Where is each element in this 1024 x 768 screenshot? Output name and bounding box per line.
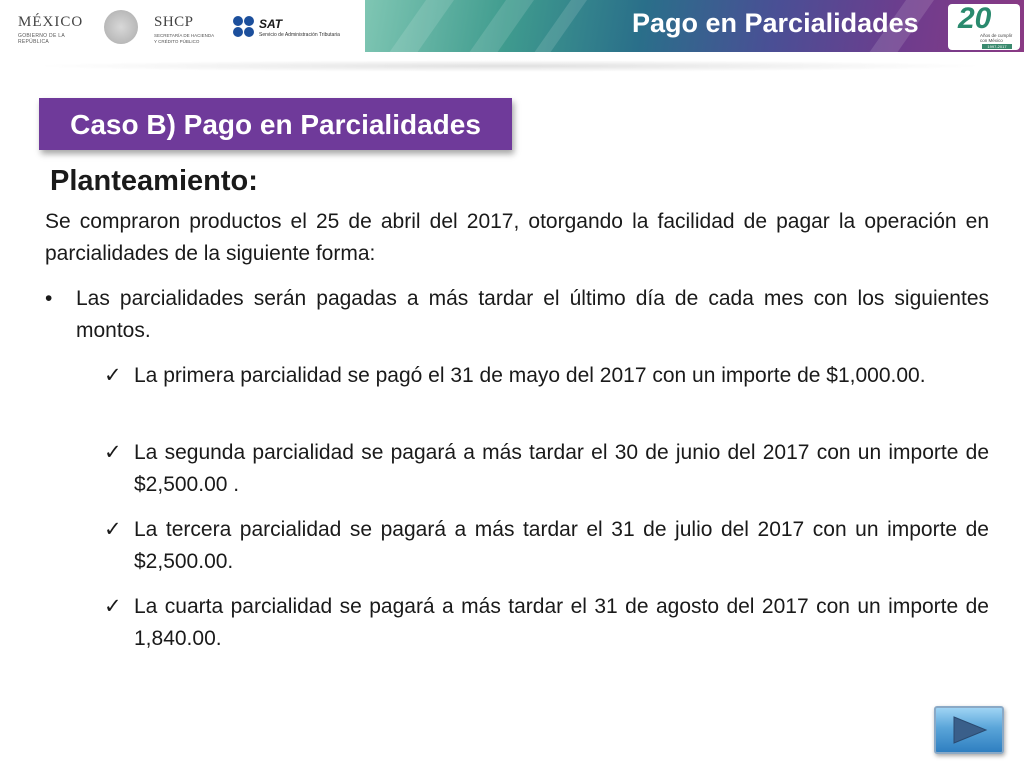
logo-mexico [18,14,88,45]
sat-logo-icon [233,16,255,38]
logo-shcp-name: SHCP [154,14,194,30]
section-heading: Planteamiento: [50,165,258,197]
installment-text: La segunda parcialidad se pagará a más tardar el 30 de junio del 2017 con un importe de $2,500.00 . [134,441,989,496]
checkmark-icon: ✓ [104,595,122,618]
installment-text: La tercera parcialidad se pagará a más tardar el 31 de julio del 2017 con un importe de $2,500.00. [134,518,989,573]
logo-sat-subtitle: Servicio de Administración Tributaria [259,32,340,38]
header-banner [365,0,1024,52]
section-title: Caso B) Pago en Parcialidades [70,109,481,140]
intro-paragraph: Se compraron productos el 25 de abril del 2017, otorgando la facilidad de pagar la operación en parcialidades de la siguiente forma: [45,210,989,265]
checkmark-icon: ✓ [104,518,122,541]
anniversary-badge [948,4,1020,50]
logo-mexico-name: MÉXICO [18,14,84,30]
header-shadow [30,60,990,72]
badge-years: 1997-2017 [982,44,1012,49]
checkmark-icon: ✓ [104,441,122,464]
play-arrow-icon [952,715,988,745]
logo-strip [0,0,365,52]
badge-line-1: Años de cumplir [980,33,1013,38]
section-title-box [39,98,512,150]
logo-sat-name: SAT [259,17,283,31]
logo-shcp [154,14,224,45]
next-slide-button[interactable] [934,706,1004,754]
logo-mexico-subtitle: GOBIERNO DE LA REPÚBLICA [18,33,65,45]
badge-line-2: con México [980,37,1003,43]
bullet-text: Las parcialidades serán pagadas a más tardar el último día de cada mes con los siguientes montos. [76,287,989,342]
installment-text: La cuarta parcialidad se pagará a más tardar el 31 de agosto del 2017 con un importe de 1,840.00. [134,595,989,650]
coat-of-arms-icon [104,10,138,44]
header [0,0,1024,52]
badge-number: 20 [958,2,992,35]
slide-title: Pago en Parcialidades [632,8,919,38]
logo-shcp-subtitle-2: Y CRÉDITO PÚBLICO [154,38,200,44]
checkmark-icon: ✓ [104,364,122,387]
bullet-icon: • [45,287,53,310]
logo-shcp-subtitle-1: SECRETARÍA DE HACIENDA [154,33,215,38]
installment-text: La primera parcialidad se pagó el 31 de mayo del 2017 con un importe de $1,000.00. [134,364,926,387]
